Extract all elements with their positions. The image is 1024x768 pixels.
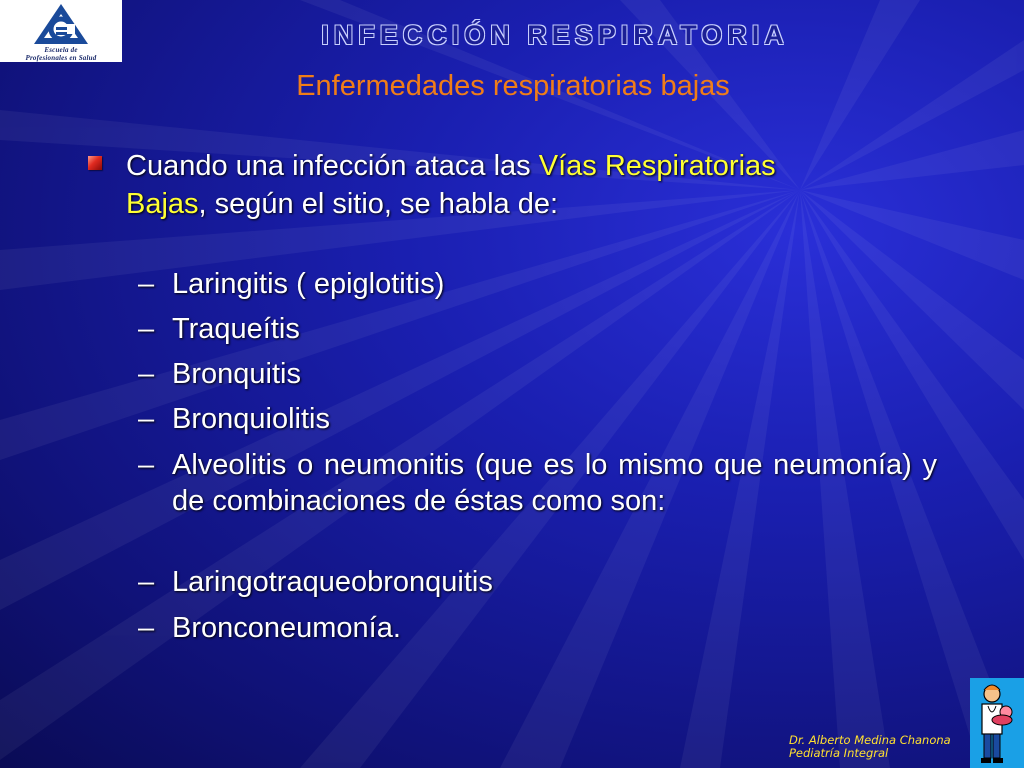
- dash-bullet: –: [138, 313, 155, 345]
- intro-highlight-1: Vías Respiratorias: [538, 150, 776, 182]
- slide-subtitle: Enfermedades respiratorias bajas: [296, 70, 730, 102]
- intro-paragraph: [126, 147, 926, 223]
- doctor-with-baby-icon: [970, 678, 1024, 768]
- list-item-text: Laringotraqueobronquitis: [172, 566, 493, 598]
- dash-bullet: –: [138, 566, 155, 598]
- logo-name-line1: Escuela de: [44, 46, 78, 54]
- list-item-text: Laringitis ( epiglotitis): [172, 268, 445, 300]
- list-item-text: Bronquitis: [172, 358, 301, 390]
- list-item-text: Bronquiolitis: [172, 403, 330, 435]
- author-role: Pediatría Integral: [789, 746, 889, 760]
- logo-name-line2: Profesionales en Salud: [25, 54, 97, 62]
- slide-title: INFECCIÓN RESPIRATORIA: [321, 20, 789, 50]
- dash-bullet: –: [138, 612, 155, 644]
- author-name: Dr. Alberto Medina Chanona: [789, 733, 951, 747]
- intro-text-part1: Cuando una infección ataca las: [126, 150, 539, 182]
- author-credit: [789, 734, 969, 760]
- dash-bullet: –: [138, 268, 155, 300]
- list-item-text: Bronconeumonía.: [172, 612, 401, 644]
- list-item-text: Traqueítis: [172, 313, 300, 345]
- red-square-bullet-icon: [88, 156, 102, 170]
- intro-highlight-2: Bajas: [126, 188, 199, 220]
- list-item-text: Alveolitis o neumonitis (que es lo mismo que neumonía) y de combinaciones de éstas como son:: [172, 449, 937, 517]
- dash-bullet: –: [138, 358, 155, 390]
- doctor-clipart: [970, 678, 1024, 768]
- dash-bullet: –: [138, 403, 155, 435]
- intro-text-part2: , según el sitio, se habla de:: [198, 188, 559, 220]
- dash-bullet: –: [138, 449, 155, 481]
